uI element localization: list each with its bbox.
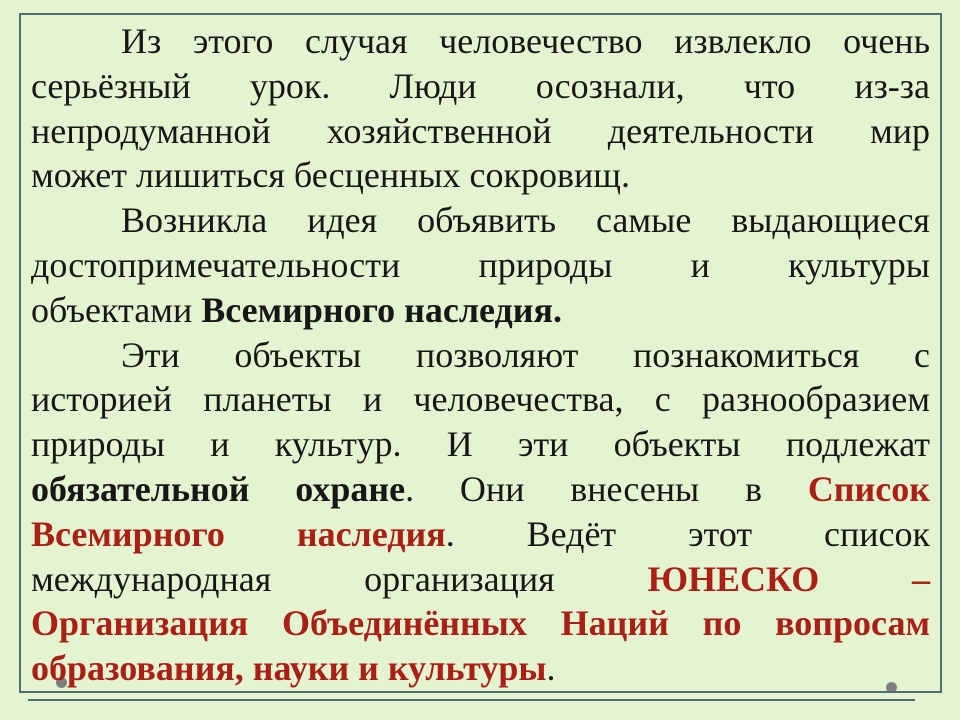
paragraph-2-line-1 <box>31 198 930 243</box>
paragraph-3-line-1 <box>31 333 930 378</box>
text-segment: серьёзный урок. Люди осознали, что из-за <box>31 65 930 106</box>
paragraph-3-line-5 <box>31 512 930 557</box>
paragraph-3-line-3 <box>31 422 930 467</box>
text-segment: международная организация <box>31 558 648 599</box>
text-segment: . Они внесены в <box>405 468 808 509</box>
text-segment: Эти объекты позволяют познакомиться с <box>121 334 930 375</box>
red-bold-text-segment: ЮНЕСКО – <box>647 558 930 599</box>
text-segment: Возникла идея объявить самые выдающиеся <box>121 200 930 241</box>
paragraph-3-line-4 <box>31 467 930 512</box>
text-segment: объектами <box>31 289 202 330</box>
bold-text-segment: Всемирного наследия. <box>201 289 562 330</box>
paragraph-2-line-2 <box>31 243 930 288</box>
text-segment: достопримечательности природы и культуры <box>31 244 930 285</box>
red-bold-text-segment: Всемирного наследия <box>31 513 446 554</box>
paragraph-1-line-3 <box>31 109 930 154</box>
bold-text-segment: обязательной охране <box>31 468 406 509</box>
paragraph-2-line-3 <box>31 288 930 333</box>
red-bold-text-segment: Организация Объединённых Наций по вопросам <box>31 603 930 644</box>
paragraph-3-line-7 <box>31 601 930 646</box>
text-panel <box>19 13 942 693</box>
bottom-rule <box>28 699 915 701</box>
text-segment: . Ведёт этот список <box>445 513 930 554</box>
text-segment: Из этого случая человечество извлекло очень <box>121 21 930 61</box>
paragraph-3-line-8 <box>31 646 930 691</box>
text-segment: историей планеты и человечества, с разнообразием <box>31 379 930 420</box>
paragraph-1-line-2 <box>31 64 930 109</box>
text-segment: непродуманной хозяйственной деятельности мир <box>31 110 930 151</box>
text-segment: природы и культур. И эти объекты подлежат <box>31 424 930 465</box>
paragraph-3-line-2 <box>31 377 930 422</box>
text-segment: может лишиться бесценных сокровищ. <box>31 155 631 196</box>
red-bold-text-segment: Список <box>807 468 931 509</box>
paragraph-3-line-6 <box>31 557 930 602</box>
paragraph-1-line-4 <box>31 153 930 198</box>
paragraph-1-line-1 <box>31 19 930 64</box>
red-bold-text-segment: образования, науки и культуры <box>31 648 547 689</box>
text-segment: . <box>546 648 556 689</box>
